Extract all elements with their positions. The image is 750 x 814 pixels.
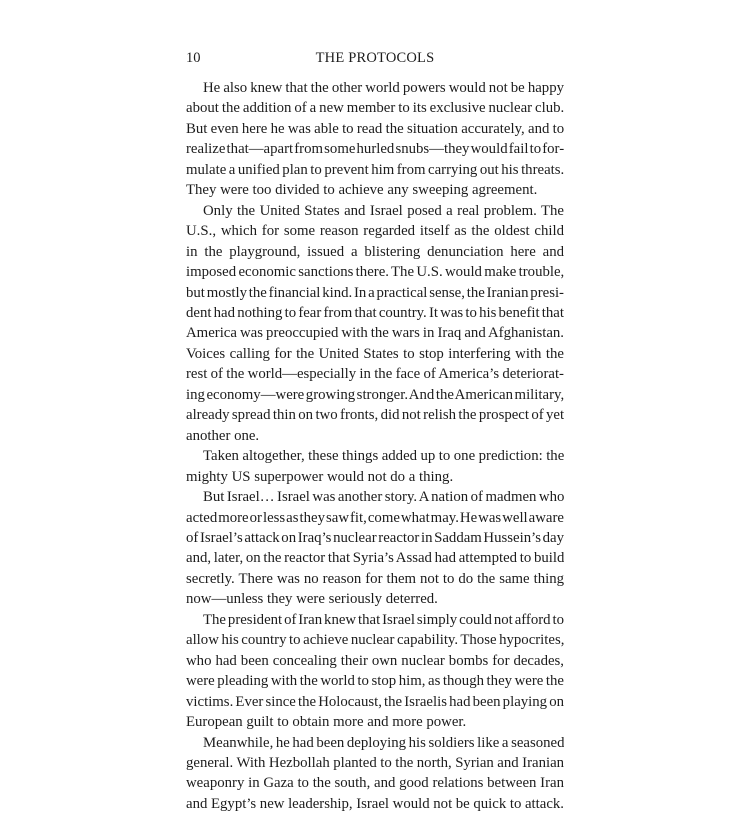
text-line: were pleading with the world to stop him, as though they were the	[186, 671, 564, 691]
text-line: secretly. There was no reason for them not to do the same thing	[186, 569, 564, 589]
text-line: mighty US superpower would not do a thing.	[186, 467, 564, 487]
text-line: now—unless they were seriously deterred.	[186, 589, 564, 609]
text-line: in the playground, issued a blistering denunciation here and	[186, 242, 564, 262]
text-line: and, later, on the reactor that Syria’s Assad had attempted to build	[186, 548, 564, 568]
text-line: rest of the world—especially in the face of America’s deteriorat-	[186, 364, 564, 384]
text-line: mulate a unified plan to prevent him from carrying out his threats.	[186, 160, 564, 180]
text-line: general. With Hezbollah planted to the north, Syrian and Iranian	[186, 753, 564, 773]
text-line: But even here he was able to read the situation accurately, and to	[186, 119, 564, 139]
text-line: But Israel… Israel was another story. A nation of madmen who	[186, 487, 564, 507]
paragraph	[186, 733, 564, 814]
text-line: victims. Ever since the Holocaust, the Israelis had been playing on	[186, 692, 564, 712]
text-line: allow his country to achieve nuclear capability. Those hypocrites,	[186, 630, 564, 650]
page-number: 10	[186, 50, 201, 67]
text-line: acted more or less as they saw fit, come what may. He was well aware	[186, 508, 564, 528]
body-text	[186, 78, 564, 814]
text-line: ing economy—were growing stronger. And the American military,	[186, 385, 564, 405]
paragraph	[186, 446, 564, 487]
text-line: European guilt to obtain more and more power.	[186, 712, 564, 732]
paragraph	[186, 78, 564, 201]
text-line: Meanwhile, he had been deploying his soldiers like a seasoned	[186, 733, 564, 753]
text-line: of Israel’s attack on Iraq’s nuclear reactor in Saddam Hussein’s day	[186, 528, 564, 548]
text-line: U.S., which for some reason regarded itself as the oldest child	[186, 221, 564, 241]
text-line: another one.	[186, 426, 564, 446]
text-line: about the addition of a new member to its exclusive nuclear club.	[186, 98, 564, 118]
text-line: who had been concealing their own nuclear bombs for decades,	[186, 651, 564, 671]
paragraph	[186, 610, 564, 733]
text-line: dent had nothing to fear from that country. It was to his benefit that	[186, 303, 564, 323]
text-line: realize that—apart from some hurled snubs—they would fail to for-	[186, 139, 564, 159]
text-line: Only the United States and Israel posed a real problem. The	[186, 201, 564, 221]
text-line: The president of Iran knew that Israel simply could not afford to	[186, 610, 564, 630]
text-line: weaponry in Gaza to the south, and good relations between Iran	[186, 773, 564, 793]
running-head	[186, 50, 564, 70]
text-line: Taken altogether, these things added up to one prediction: the	[186, 446, 564, 466]
text-line: They were too divided to achieve any sweeping agreement.	[186, 180, 564, 200]
book-title: THE PROTOCOLS	[186, 50, 564, 67]
text-line: imposed economic sanctions there. The U.S. would make trouble,	[186, 262, 564, 282]
paragraph	[186, 201, 564, 446]
text-line: but mostly the financial kind. In a practical sense, the Iranian presi-	[186, 283, 564, 303]
text-line: already spread thin on two fronts, did not relish the prospect of yet	[186, 405, 564, 425]
text-line: and Egypt’s new leadership, Israel would not be quick to attack.	[186, 794, 564, 814]
text-line: Voices calling for the United States to stop interfering with the	[186, 344, 564, 364]
text-line: America was preoccupied with the wars in Iraq and Afghanistan.	[186, 323, 564, 343]
text-line: He also knew that the other world powers would not be happy	[186, 78, 564, 98]
paragraph	[186, 487, 564, 610]
